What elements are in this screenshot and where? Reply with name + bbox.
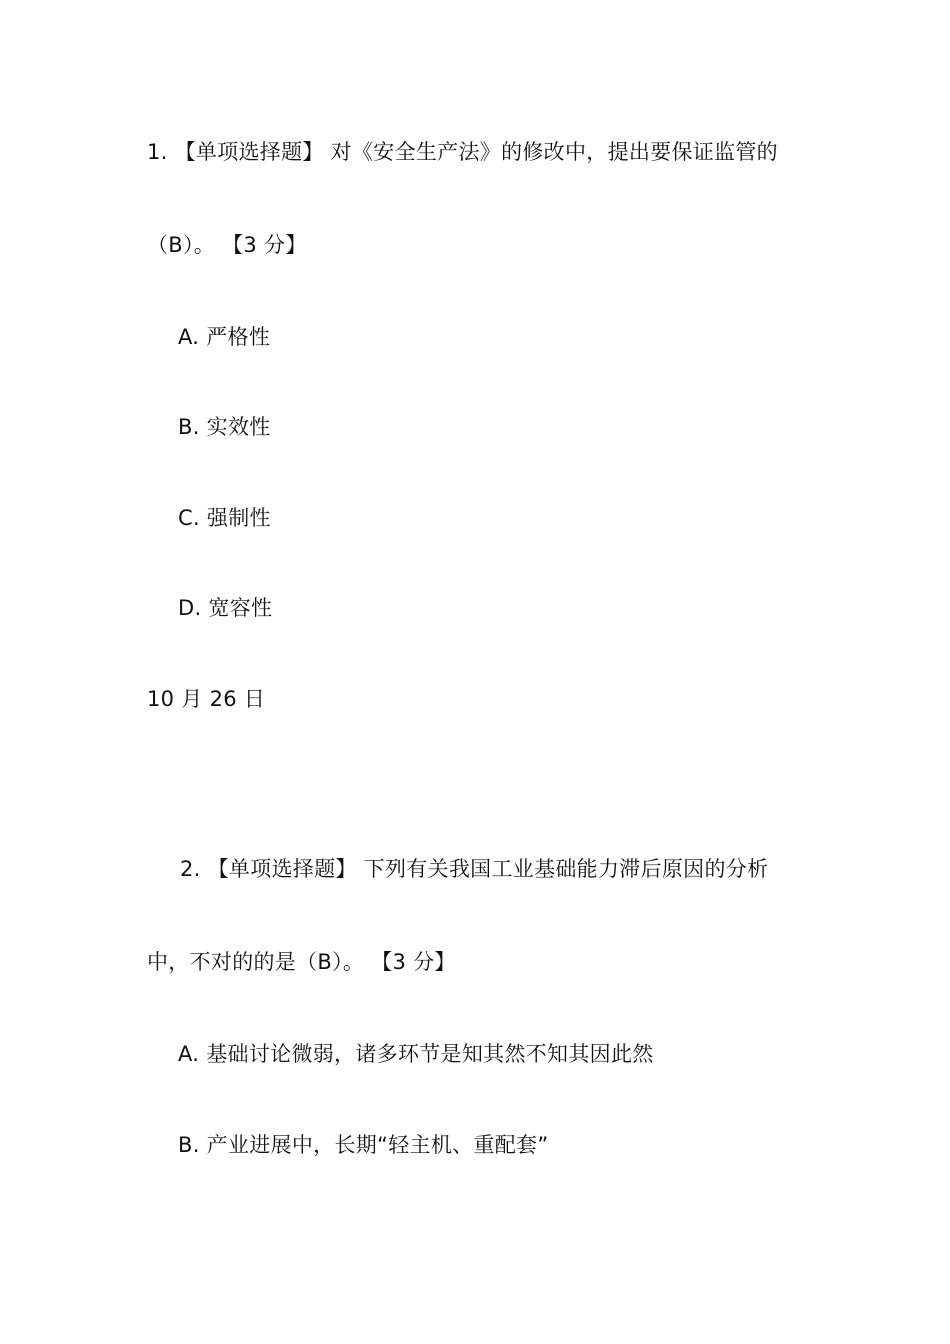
question-2-option-a: A. 基础讨论微弱，诸多环节是知其然不知其因此然 <box>178 1042 654 1066</box>
question-1-stem-line-1: 1. 【单项选择题】 对《安全生产法》的修改中，提出要保证监管的 <box>147 140 778 164</box>
question-2-stem-line-2: 中，不对的的是（B）。 【3 分】 <box>147 950 456 974</box>
question-1-stem-line-2: （B）。 【3 分】 <box>147 233 307 257</box>
question-1-option-a: A. 严格性 <box>178 325 271 349</box>
question-1-option-d: D. 宽容性 <box>178 596 273 620</box>
date-note: 10 月 26 日 <box>147 687 266 711</box>
question-2-option-b: B. 产业进展中，长期“轻主机、重配套” <box>178 1133 549 1157</box>
question-1-option-b: B. 实效性 <box>178 415 271 439</box>
question-1-option-c: C. 强制性 <box>178 506 271 530</box>
question-2-stem-line-1: 2. 【单项选择题】 下列有关我国工业基础能力滞后原因的分析 <box>180 857 769 881</box>
